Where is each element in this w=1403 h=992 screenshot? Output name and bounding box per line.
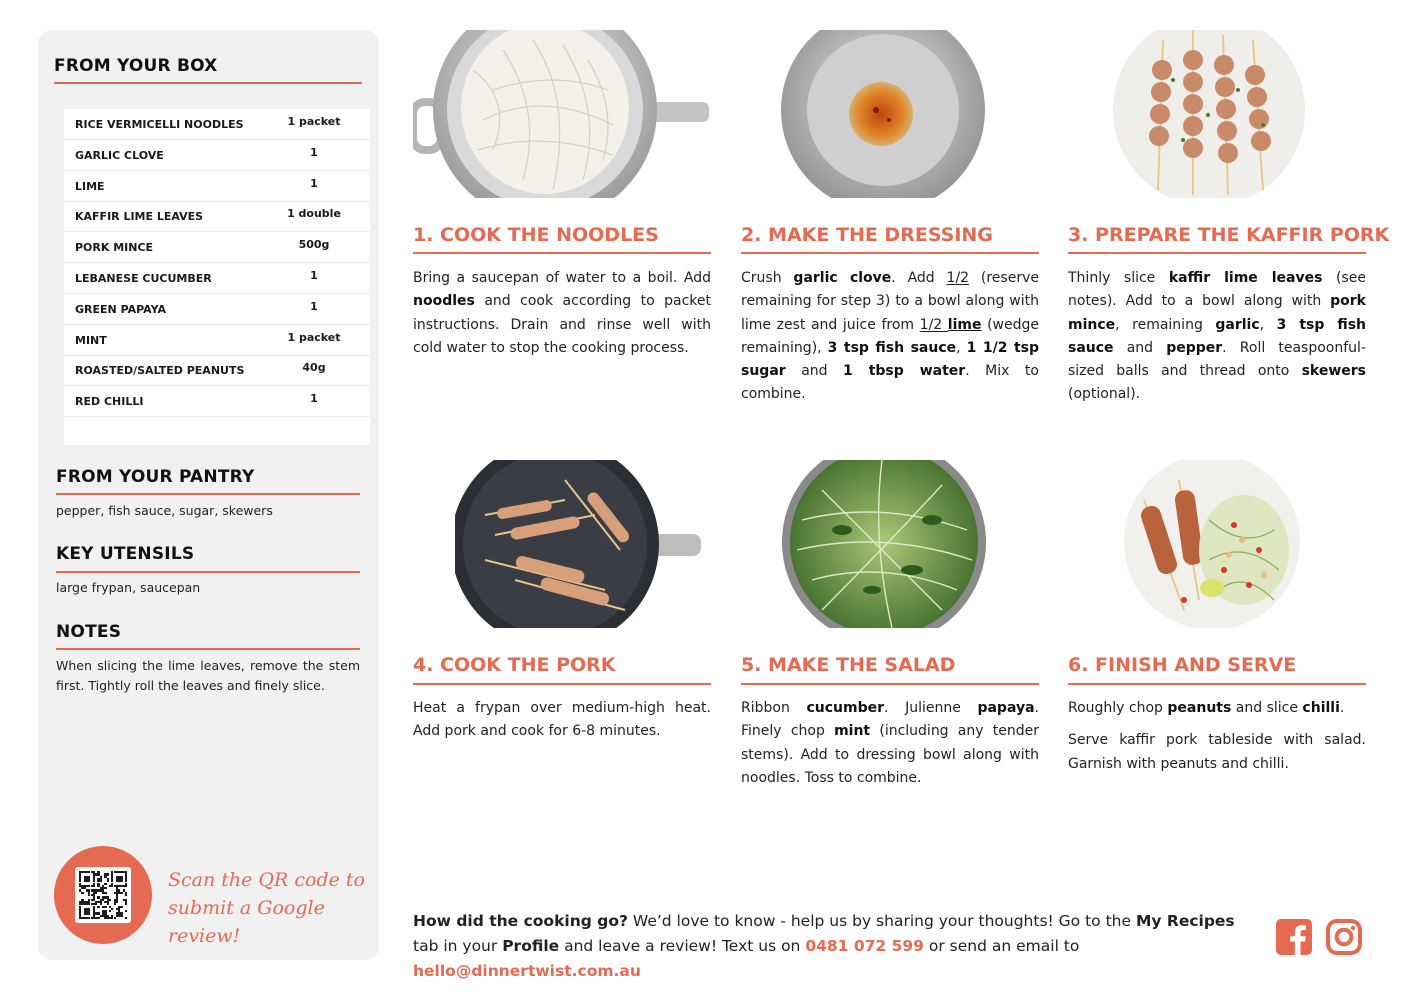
section-divider (56, 571, 360, 573)
step-ingredient-emphasis: peanuts (1167, 700, 1232, 716)
step-ingredient-emphasis: kaffir lime leaves (1168, 270, 1323, 286)
step-text-run: (optional). (1068, 386, 1141, 403)
step-text-run: Serve kaffir pork tableside with salad. Garnish with peanuts and chilli. (1068, 732, 1366, 772)
step-ingredient-emphasis: garlic clove (793, 270, 892, 286)
ingredient-row (64, 201, 370, 232)
step-ingredient-emphasis: 3 tsp fish sauce (827, 339, 957, 356)
step-text-run: Thinly slice (1068, 270, 1169, 286)
frypan-skewers-photo (455, 460, 701, 628)
ingredient-quantity: 40g (302, 361, 326, 375)
step-ingredient-emphasis: garlic (1215, 316, 1260, 333)
step-6-title: 6. FINISH AND SERVE (1068, 654, 1297, 676)
ingredient-quantity: 1 (310, 176, 318, 190)
step-1-text (413, 267, 711, 360)
from-your-pantry-title: FROM YOUR PANTRY (56, 467, 255, 487)
step-text-run: . (1339, 700, 1345, 716)
ingredient-row (64, 140, 370, 171)
ingredient-row (64, 232, 370, 263)
step-1-title: 1. COOK THE NOODLES (413, 224, 659, 246)
qr-module (104, 906, 106, 908)
ingredient-quantity: 1 packet (287, 115, 341, 128)
profile-link[interactable]: Profile (502, 937, 560, 955)
ingredient-quantity: 500g (298, 238, 330, 252)
review-footer (413, 909, 1263, 984)
qr-module (104, 883, 106, 885)
step-ingredient-emphasis: noodles (413, 293, 475, 310)
step-text-run: Bring a saucepan of water to a boil. Add (413, 270, 711, 286)
step-ingredient-emphasis: pork mince (1068, 293, 1366, 333)
step-text-run: (see notes). Add to a bowl along with (1068, 270, 1367, 310)
ingredient-name: LIME (75, 179, 105, 193)
qr-caption-line-1: Scan the QR code to (168, 869, 365, 891)
instagram-icon[interactable] (1325, 918, 1363, 956)
dressing-bowl-photo (781, 30, 985, 198)
qr-module (120, 892, 122, 894)
qr-module (125, 903, 127, 905)
step-paragraph (1068, 697, 1366, 720)
key-utensils-title: KEY UTENSILS (56, 544, 195, 564)
footer-text: tab in your (413, 937, 503, 955)
ingredients-table (64, 109, 370, 445)
step-text-run: and (1113, 339, 1167, 356)
step-ingredient-emphasis: 1 tbsp water (843, 363, 966, 380)
step-paragraph (1068, 729, 1366, 776)
step-5-text (741, 697, 1039, 790)
step-text-run: Crush (741, 270, 794, 286)
qr-code-badge[interactable] (54, 846, 152, 944)
step-text-run: (wedge remaining), (741, 316, 1039, 356)
step-text-run: (including any tender stems). Add to dressing bowl along with noodles. Toss to combine. (741, 723, 1039, 786)
step-text-run: . Add (891, 270, 947, 286)
step-text-run: . Julienne (884, 700, 978, 716)
step-ingredient-emphasis: 1/2 (919, 316, 948, 333)
qr-module (97, 917, 99, 919)
qr-module (114, 903, 116, 905)
qr-module (95, 892, 97, 894)
sidebar-panel (38, 30, 379, 960)
step-3-text (1068, 267, 1366, 407)
ingredient-name: MINT (75, 333, 107, 347)
step-ingredient-emphasis: 3 tsp fish sauce (1068, 316, 1366, 356)
step-text-run: , remaining (1115, 316, 1216, 333)
qr-module (104, 892, 106, 894)
ingredient-row (64, 109, 370, 140)
my-recipes-link[interactable]: My Recipes (1135, 912, 1235, 930)
ingredient-name: KAFFIR LIME LEAVES (75, 210, 204, 224)
qr-module (125, 910, 127, 912)
step-ingredient-emphasis: chilli (1302, 700, 1340, 716)
step-text-run: and (785, 363, 844, 380)
ingredient-name: RED CHILLI (75, 395, 144, 409)
ingredient-quantity: 1 (310, 269, 318, 282)
step-text-run: , (956, 339, 967, 356)
ingredient-quantity: 1 (310, 299, 318, 313)
step-paragraph (741, 267, 1039, 407)
step-ingredient-emphasis: cucumber (806, 700, 884, 716)
step-ingredient-emphasis: papaya (977, 700, 1035, 716)
ingredient-quantity: 1 (310, 145, 318, 159)
utensils-text: large frypan, saucepan (56, 580, 201, 595)
qr-module (88, 912, 90, 914)
footer-text: and leave a review! Text us on (559, 937, 806, 955)
step-4-text (413, 697, 711, 744)
section-divider (54, 82, 362, 84)
qr-module (104, 887, 106, 889)
step-paragraph (413, 267, 711, 360)
qr-module (120, 880, 122, 882)
step-text-run: . Mix to combine. (741, 363, 1039, 403)
qr-module (109, 910, 111, 912)
qr-module (125, 917, 127, 919)
from-your-box-title: FROM YOUR BOX (54, 56, 218, 76)
qr-module (120, 915, 122, 917)
ingredient-name: GARLIC CLOVE (75, 148, 164, 162)
step-divider (413, 252, 711, 254)
qr-review-caption (168, 866, 368, 950)
step-divider (413, 683, 711, 685)
qr-module (81, 892, 83, 894)
step-2-title: 2. MAKE THE DRESSING (741, 224, 993, 246)
step-paragraph (1068, 267, 1366, 407)
ingredient-name: PORK MINCE (75, 241, 154, 255)
notes-text: When slicing the lime leaves, remove the stem first. Tightly roll the leaves and finely slice. (56, 658, 360, 693)
step-divider (1068, 252, 1366, 254)
step-divider (741, 252, 1039, 254)
step-ingredient-emphasis: skewers (1301, 363, 1366, 380)
step-3-title: 3. PREPARE THE KAFFIR PORK (1068, 224, 1390, 246)
ingredient-row (64, 171, 370, 202)
step-6-text (1068, 697, 1366, 776)
qr-module (109, 899, 111, 901)
qr-module (107, 873, 109, 875)
step-divider (1068, 683, 1366, 685)
step-ingredient-emphasis: mint (834, 723, 871, 740)
noodles-saucepan-photo (413, 30, 709, 198)
step-paragraph (413, 697, 711, 744)
ingredient-name: GREEN PAPAYA (75, 302, 167, 316)
step-text-run: and cook according to packet instructions. Drain and rinse well with cold water to stop the cooking process. (413, 293, 711, 356)
footer-text: We’d love to know - help us by sharing your thoughts! Go to the (627, 912, 1136, 930)
ingredient-row (64, 294, 370, 325)
step-paragraph (741, 697, 1039, 790)
step-ingredient-emphasis: lime (947, 316, 982, 333)
qr-module (116, 901, 118, 903)
step-4-title: 4. COOK THE PORK (413, 654, 616, 676)
qr-module (125, 885, 127, 887)
step-text-run: Roughly chop (1068, 700, 1168, 716)
qr-module (114, 917, 116, 919)
qr-module (88, 880, 90, 882)
footer-question: How did the cooking go? (413, 912, 628, 930)
step-5-title: 5. MAKE THE SALAD (741, 654, 956, 676)
finished-dish-photo (1124, 460, 1300, 628)
step-ingredient-emphasis: 1 1/2 tsp sugar (741, 339, 1039, 380)
step-2-text (741, 267, 1039, 407)
step-divider (741, 683, 1039, 685)
ingredient-quantity: 1 packet (287, 330, 341, 344)
ingredient-name: RICE VERMICELLI NOODLES (75, 118, 244, 131)
qr-code-icon[interactable] (75, 867, 131, 923)
ingredient-name: LEBANESE CUCUMBER (75, 272, 212, 285)
qr-module (100, 880, 102, 882)
step-text-run: Ribbon (741, 700, 807, 716)
qr-module (120, 906, 122, 908)
qr-module (97, 906, 99, 908)
step-ingredient-emphasis: 1/2 (946, 270, 970, 286)
ingredient-row (64, 355, 370, 386)
step-ingredient-emphasis: pepper (1166, 339, 1223, 356)
email-link[interactable]: hello@dinnertwist.com.au (413, 962, 641, 980)
ingredient-row (64, 325, 370, 356)
facebook-icon[interactable] (1275, 918, 1313, 956)
qr-module (93, 885, 95, 887)
pantry-text: pepper, fish sauce, sugar, skewers (56, 503, 273, 518)
ingredient-name: ROASTED/SALTED PEANUTS (75, 364, 245, 378)
footer-text: or send an email to (923, 937, 1080, 955)
section-divider (56, 493, 360, 495)
step-text-run: Heat a frypan over medium-high heat. Add pork and cook for 6-8 minutes. (413, 700, 711, 740)
step-text-run: . Finely chop (741, 700, 1039, 740)
step-text-run: (reserve remaining for step 3) to a bowl along with lime zest and juice from (741, 270, 1039, 333)
step-text-run: , (1259, 316, 1277, 333)
qr-module (125, 894, 127, 896)
section-divider (56, 648, 360, 650)
pork-skewers-plate-photo (1113, 30, 1305, 198)
ingredient-row (64, 386, 370, 417)
qr-module (107, 880, 109, 882)
ingredient-quantity: 1 double (287, 207, 341, 221)
ingredient-row (64, 263, 370, 294)
salad-bowl-photo (782, 460, 986, 628)
step-text-run: . Roll teaspoonful-sized balls and thread onto (1068, 339, 1366, 380)
qr-module (111, 908, 113, 910)
step-text-run: and slice (1231, 700, 1303, 716)
notes-title: NOTES (56, 622, 122, 642)
ingredient-quantity: 1 (310, 392, 318, 406)
qr-caption-line-2: submit a Google review! (168, 897, 325, 947)
phone-link[interactable]: 0481 072 599 (805, 937, 924, 955)
